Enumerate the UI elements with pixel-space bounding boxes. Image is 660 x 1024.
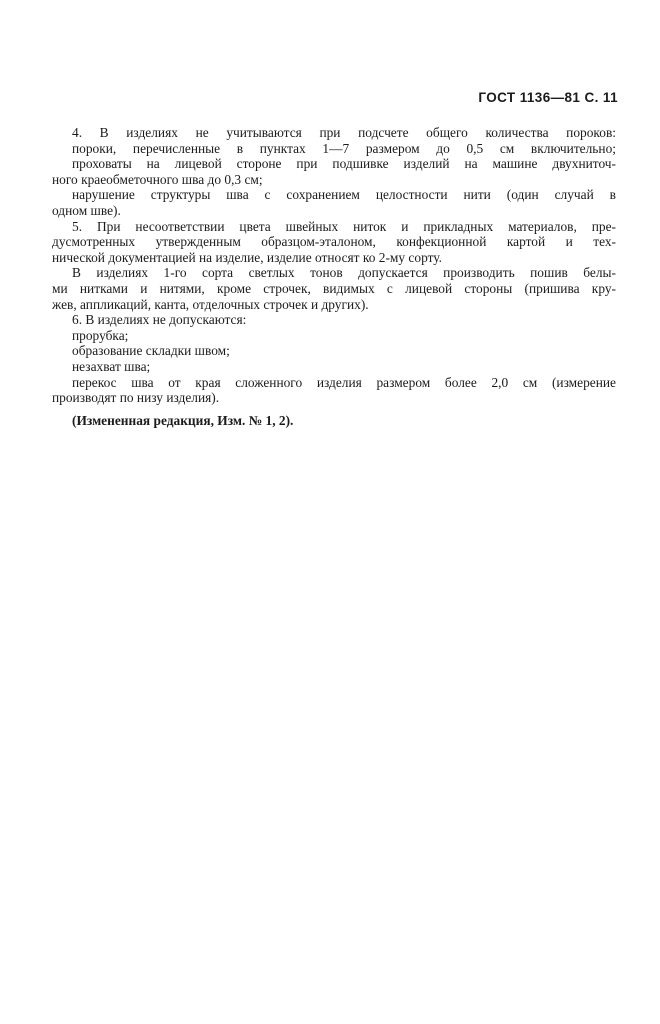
p4-line-4: ного краеобметочного шва до 0,3 см; [52,171,263,187]
p5-line-1: 5. При несоответствии цвета швейных ниток и прикладных материалов, пре- [72,218,616,234]
p6-line-2: прорубка; [72,327,129,343]
p6-line-1: 6. В изделиях не допускаются: [72,312,247,328]
p4-line-2: пороки, перечисленные в пунктах 1—7 размером до 0,5 см включительно; [72,140,616,156]
p4-line-5: нарушение структуры шва с сохранением целостности нити (один случай в [72,187,616,203]
p4-line-3: проховаты на лицевой стороне при подшивке изделий на машине двухниточ- [72,156,616,172]
spacer [52,406,616,413]
p6-line-6: производят по низу изделия). [52,390,220,406]
p6-line-5: перекос шва от края сложенного изделия размером более 2,0 см (измерение [72,374,616,390]
p5b-line-1: В изделиях 1-го сорта светлых тонов допускается производить пошив белы- [72,265,616,281]
p6-line-4: незахват шва; [72,358,151,374]
p5-line-2: дусмотренных утвержденным образцом-эталоном, конфекционной картой и тех- [52,234,616,250]
p6-line-3: образование складки швом; [72,343,230,359]
p4-line-1: 4. В изделиях не учитываются при подсчете общего количества пороков: [72,125,616,140]
document-body [52,125,616,428]
page-header-doc-ref: ГОСТ 1136—81 С. 11 [478,90,618,105]
p5-line-3: нической документацией на изделие, изделие относят ко 2-му сорту. [52,249,442,265]
p5b-line-3: жев, аппликаций, канта, отделочных строчек и других). [52,296,369,312]
p4-line-6: одном шве). [52,202,121,218]
p5b-line-2: ми нитками и нитями, кроме строчек, видимых с лицевой стороны (пришива кру- [52,280,616,296]
amendment-note: (Измененная редакция, Изм. № 1, 2). [72,412,294,428]
